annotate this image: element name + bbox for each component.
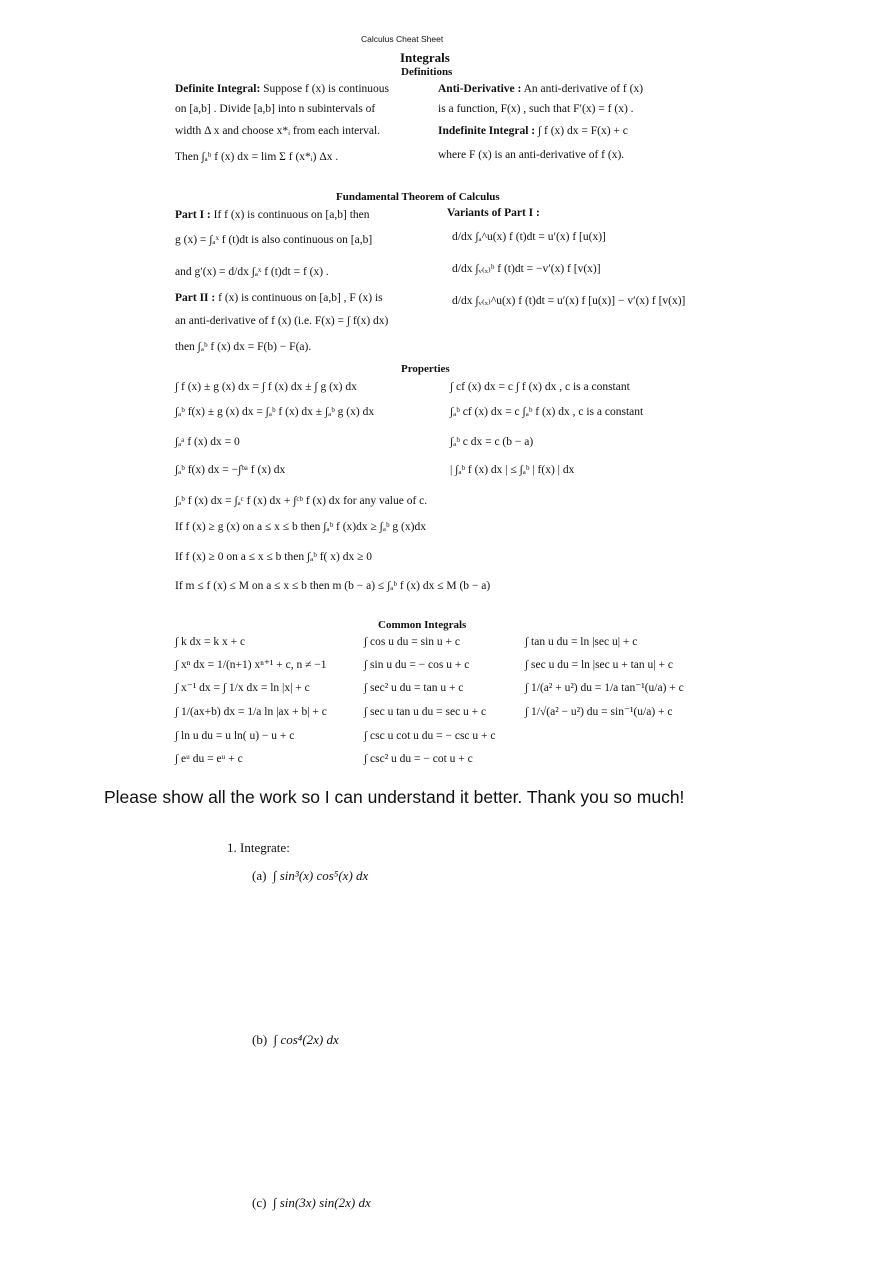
common-col1-item: ∫ x⁻¹ dx = ∫ 1/x dx = ln |x| + c (175, 682, 310, 694)
common-col2-item: ∫ sin u du = − cos u + c (364, 659, 470, 671)
common-col2-item: ∫ sec² u du = tan u + c (364, 682, 464, 694)
problem-part-b (252, 1032, 339, 1048)
ftc-part1-line-2: g (x) = ∫ₐˣ f (t)dt is also continuous on [a,b] (175, 234, 373, 246)
indefinite-integral-line (438, 124, 628, 138)
indef-text: ∫ f (x) dx = F(x) + c (537, 125, 628, 137)
property-right-3: ∫ₐᵇ c dx = c (b − a) (450, 436, 534, 448)
ftc-part2-line-2: an anti-derivative of f (x) (i.e. F(x) = ∫ f(x) dx) (175, 315, 389, 327)
common-col1-item: ∫ eᵘ du = eᵘ + c (175, 753, 243, 765)
property-full-2: If f (x) ≥ g (x) on a ≤ x ≤ b then ∫ₐᵇ f (x)dx ≥ ∫ₐᵇ g (x)dx (175, 521, 426, 533)
ftc-part1-line-1 (175, 208, 370, 222)
property-left-2: ∫ₐᵇ f(x) ± g (x) dx = ∫ₐᵇ f (x) dx ± ∫ₐᵇ g (x) dx (175, 406, 375, 418)
part2-label: Part II : (175, 292, 216, 304)
common-col2-item: ∫ csc² u du = − cot u + c (364, 753, 473, 765)
properties-heading: Properties (401, 363, 450, 375)
property-left-3: ∫ₐᵃ f (x) dx = 0 (175, 436, 240, 448)
part2-text: f (x) is continuous on [a,b] , F (x) is (218, 292, 383, 304)
property-full-1: ∫ₐᵇ f (x) dx = ∫ₐᶜ f (x) dx + ∫ᶜᵇ f (x) dx for any value of c. (175, 495, 428, 507)
variants-label: Variants of Part I : (447, 207, 540, 219)
request-prompt: Please show all the work so I can understand it better. Thank you so much! (104, 787, 685, 807)
definite-integral-line-2: on [a,b] . Divide [a,b] into n subintervals of (175, 103, 376, 115)
definite-integral-line-3: width Δ x and choose x*ᵢ from each interval. (175, 125, 381, 137)
problem-number: 1. Integrate: (227, 840, 290, 855)
property-right-4: | ∫ₐᵇ f (x) dx | ≤ ∫ₐᵇ | f(x) | dx (450, 464, 575, 476)
part1-label: Part I : (175, 209, 211, 221)
problem-part-c (252, 1195, 371, 1211)
common-col3-item: ∫ 1/√(a² − u²) du = sin⁻¹(u/a) + c (525, 706, 673, 718)
indefinite-integral-line-2: where F (x) is an anti-derivative of f (x). (438, 149, 625, 161)
definite-label: Definite Integral: (175, 83, 261, 95)
ftc-part2-line-3: then ∫ₐᵇ f (x) dx = F(b) − F(a). (175, 341, 312, 353)
common-col2-item: ∫ csc u cot u du = − csc u + c (364, 730, 496, 742)
property-right-2: ∫ₐᵇ cf (x) dx = c ∫ₐᵇ f (x) dx , c is a constant (450, 406, 644, 418)
variant-3: d/dx ∫ᵥ₍ₓ₎^u(x) f (t)dt = u′(x) f [u(x)] − v′(x) f [v(x)] (452, 295, 686, 307)
anti-derivative-line-2: is a function, F(x) , such that F′(x) = f (x) . (438, 103, 634, 115)
definitions-heading: Definitions (401, 66, 453, 78)
property-right-1: ∫ cf (x) dx = c ∫ f (x) dx , c is a constant (450, 381, 630, 393)
property-left-1: ∫ f (x) ± g (x) dx = ∫ f (x) dx ± ∫ g (x) dx (175, 381, 357, 393)
common-col1-item: ∫ ln u du = u ln( u) − u + c (175, 730, 295, 742)
property-full-3: If f (x) ≥ 0 on a ≤ x ≤ b then ∫ₐᵇ f( x) dx ≥ 0 (175, 551, 373, 563)
common-col2-item: ∫ cos u du = sin u + c (364, 636, 460, 648)
part-label: (b) (252, 1032, 268, 1047)
common-col1-item: ∫ xⁿ dx = 1/(n+1) xⁿ⁺¹ + c, n ≠ −1 (175, 659, 327, 671)
definite-integral-line-4: Then ∫ₐᵇ f (x) dx = lim Σ f (x*ᵢ) Δx . (175, 151, 339, 163)
variant-2: d/dx ∫ᵥ₍ₓ₎ᵇ f (t)dt = −v′(x) f [v(x)] (452, 263, 601, 275)
definite-text-1: Suppose f (x) is continuous (263, 83, 390, 95)
common-col1-item: ∫ k dx = k x + c (175, 636, 246, 648)
anti-text-1: An anti-derivative of f (x) (523, 83, 644, 95)
part-expression: ∫ cos⁴(2x) dx (273, 1032, 339, 1047)
property-left-4: ∫ₐᵇ f(x) dx = −∫ᵇᵃ f (x) dx (175, 464, 286, 476)
anti-label: Anti-Derivative : (438, 83, 522, 95)
integrals-heading: Integrals (400, 50, 450, 65)
ftc-part1-line-3: and g′(x) = d/dx ∫ₐˣ f (t)dt = f (x) . (175, 266, 329, 278)
part-label: (c) (252, 1195, 267, 1210)
common-col1-item: ∫ 1/(ax+b) dx = 1/a ln |ax + b| + c (175, 706, 327, 718)
common-col3-item: ∫ 1/(a² + u²) du = 1/a tan⁻¹(u/a) + c (525, 682, 684, 694)
part-label: (a) (252, 868, 267, 883)
common-col3-item: ∫ sec u du = ln |sec u + tan u| + c (525, 659, 673, 671)
part-expression: ∫ sin³(x) cos⁵(x) dx (272, 868, 369, 883)
variant-1: d/dx ∫ₐ^u(x) f (t)dt = u′(x) f [u(x)] (452, 231, 606, 243)
part1-text: If f (x) is continuous on [a,b] then (213, 209, 370, 221)
property-full-4: If m ≤ f (x) ≤ M on a ≤ x ≤ b then m (b − a) ≤ ∫ₐᵇ f (x) dx ≤ M (b − a) (175, 580, 491, 592)
ftc-part2-line-1 (175, 291, 383, 305)
indef-label: Indefinite Integral : (438, 125, 536, 137)
part-expression: ∫ sin(3x) sin(2x) dx (272, 1195, 371, 1210)
definite-integral-line-1 (175, 82, 389, 96)
anti-derivative-line-1 (438, 82, 643, 96)
common-col3-item: ∫ tan u du = ln |sec u| + c (525, 636, 638, 648)
problem-part-a (252, 868, 368, 884)
cheat-sheet-title: Calculus Cheat Sheet (361, 34, 444, 44)
common-col2-item: ∫ sec u tan u du = sec u + c (364, 706, 487, 718)
common-integrals-heading: Common Integrals (378, 619, 467, 631)
ftc-heading: Fundamental Theorem of Calculus (336, 191, 500, 203)
